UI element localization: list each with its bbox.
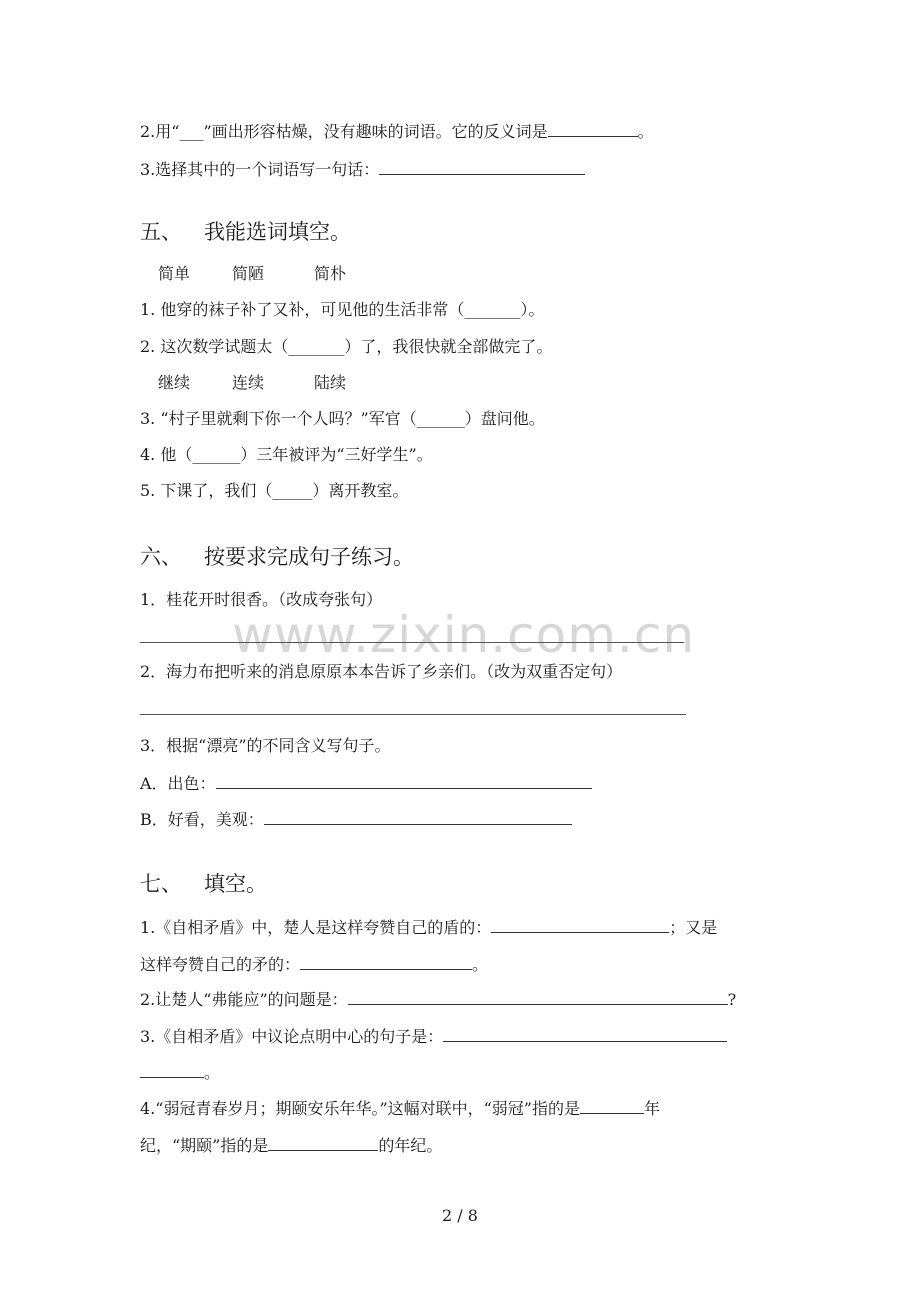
answer-blank[interactable] — [580, 1097, 644, 1114]
page-number: 2 / 8 — [442, 1206, 478, 1225]
answer-blank[interactable] — [264, 808, 572, 825]
s7-question-1-line-1: 1.《自相矛盾》中，楚人是这样夸赞自己的盾的： ；又是 — [140, 918, 718, 937]
answer-line[interactable] — [140, 642, 684, 643]
s5-question-2: 2. 这次数学试题太（_______）了，我很快就全部做完了。 — [140, 337, 553, 356]
word-option: 简单 — [158, 264, 191, 283]
section-7-heading: 七、 填空。 — [140, 872, 267, 896]
answer-blank[interactable]: _____ — [272, 481, 313, 500]
word-option: 简朴 — [314, 264, 347, 283]
s5-question-1: 1. 他穿的袜子补了又补，可见他的生活非常（_______）。 — [140, 300, 545, 319]
answer-blank[interactable]: ______ — [416, 409, 465, 428]
s5-question-5: 5. 下课了，我们（_____）离开教室。 — [140, 481, 409, 500]
answer-blank[interactable] — [379, 158, 585, 175]
answer-blank[interactable] — [443, 1025, 727, 1042]
question-3: 3.选择其中的一个词语写一句话： — [140, 158, 585, 180]
word-option: 陆续 — [314, 373, 347, 392]
answer-blank[interactable]: ______ — [192, 445, 241, 464]
answer-blank[interactable] — [491, 916, 669, 933]
s7-question-2: 2.让楚人“弗能应”的问题是： ? — [140, 990, 737, 1009]
answer-blank[interactable] — [216, 772, 592, 789]
s6-question-3: 3．根据“漂亮”的不同含义写句子。 — [140, 736, 391, 755]
s5-question-4: 4. 他（______）三年被评为“三好学生”。 — [140, 445, 433, 464]
question-2: 2.用“___”画出形容枯燥，没有趣味的词语。它的反义词是 。 — [140, 122, 654, 141]
section-5-heading: 五、 我能选词填空。 — [140, 220, 351, 244]
s7-question-1-line-2: 这样夸赞自己的矛的： 。 — [140, 955, 489, 974]
word-option: 连续 — [232, 373, 265, 392]
word-option: 继续 — [158, 373, 191, 392]
s6-question-a: A．出色： — [140, 772, 592, 794]
word-option: 简陋 — [232, 264, 265, 283]
s7-question-3-line-2: 。 — [140, 1061, 220, 1083]
s6-question-1: 1．桂花开时很香。（改成夸张句） — [140, 590, 383, 609]
answer-blank[interactable] — [548, 120, 638, 137]
s5-question-3: 3. “村子里就剩下你一个人吗？”军官（______）盘问他。 — [140, 409, 545, 428]
answer-blank[interactable] — [268, 1134, 378, 1151]
watermark: www.zixin.com.cn — [232, 606, 696, 664]
answer-blank[interactable] — [140, 1061, 204, 1078]
s6-question-2: 2．海力布把听来的消息原原本本告诉了乡亲们。（改为双重否定句） — [140, 662, 623, 681]
answer-blank[interactable]: _______ — [288, 337, 345, 356]
section-6-heading: 六、 按要求完成句子练习。 — [140, 545, 414, 569]
s7-question-3-line-1: 3.《自相矛盾》中议论点明中心的句子是： — [140, 1025, 727, 1047]
s7-question-4-line-1: 4.“弱冠青春岁月；期颐安乐年华。”这幅对联中，“弱冠”指的是 年 — [140, 1099, 661, 1118]
answer-line[interactable] — [140, 714, 686, 715]
s7-question-4-line-2: 纪，“期颐”指的是 的年纪。 — [140, 1136, 443, 1155]
answer-blank[interactable] — [348, 988, 728, 1005]
answer-blank[interactable] — [300, 953, 472, 970]
s6-question-b: B．好看，美观： — [140, 808, 572, 830]
answer-blank[interactable]: _______ — [464, 300, 521, 319]
underlined-blank: ___ — [179, 122, 204, 141]
